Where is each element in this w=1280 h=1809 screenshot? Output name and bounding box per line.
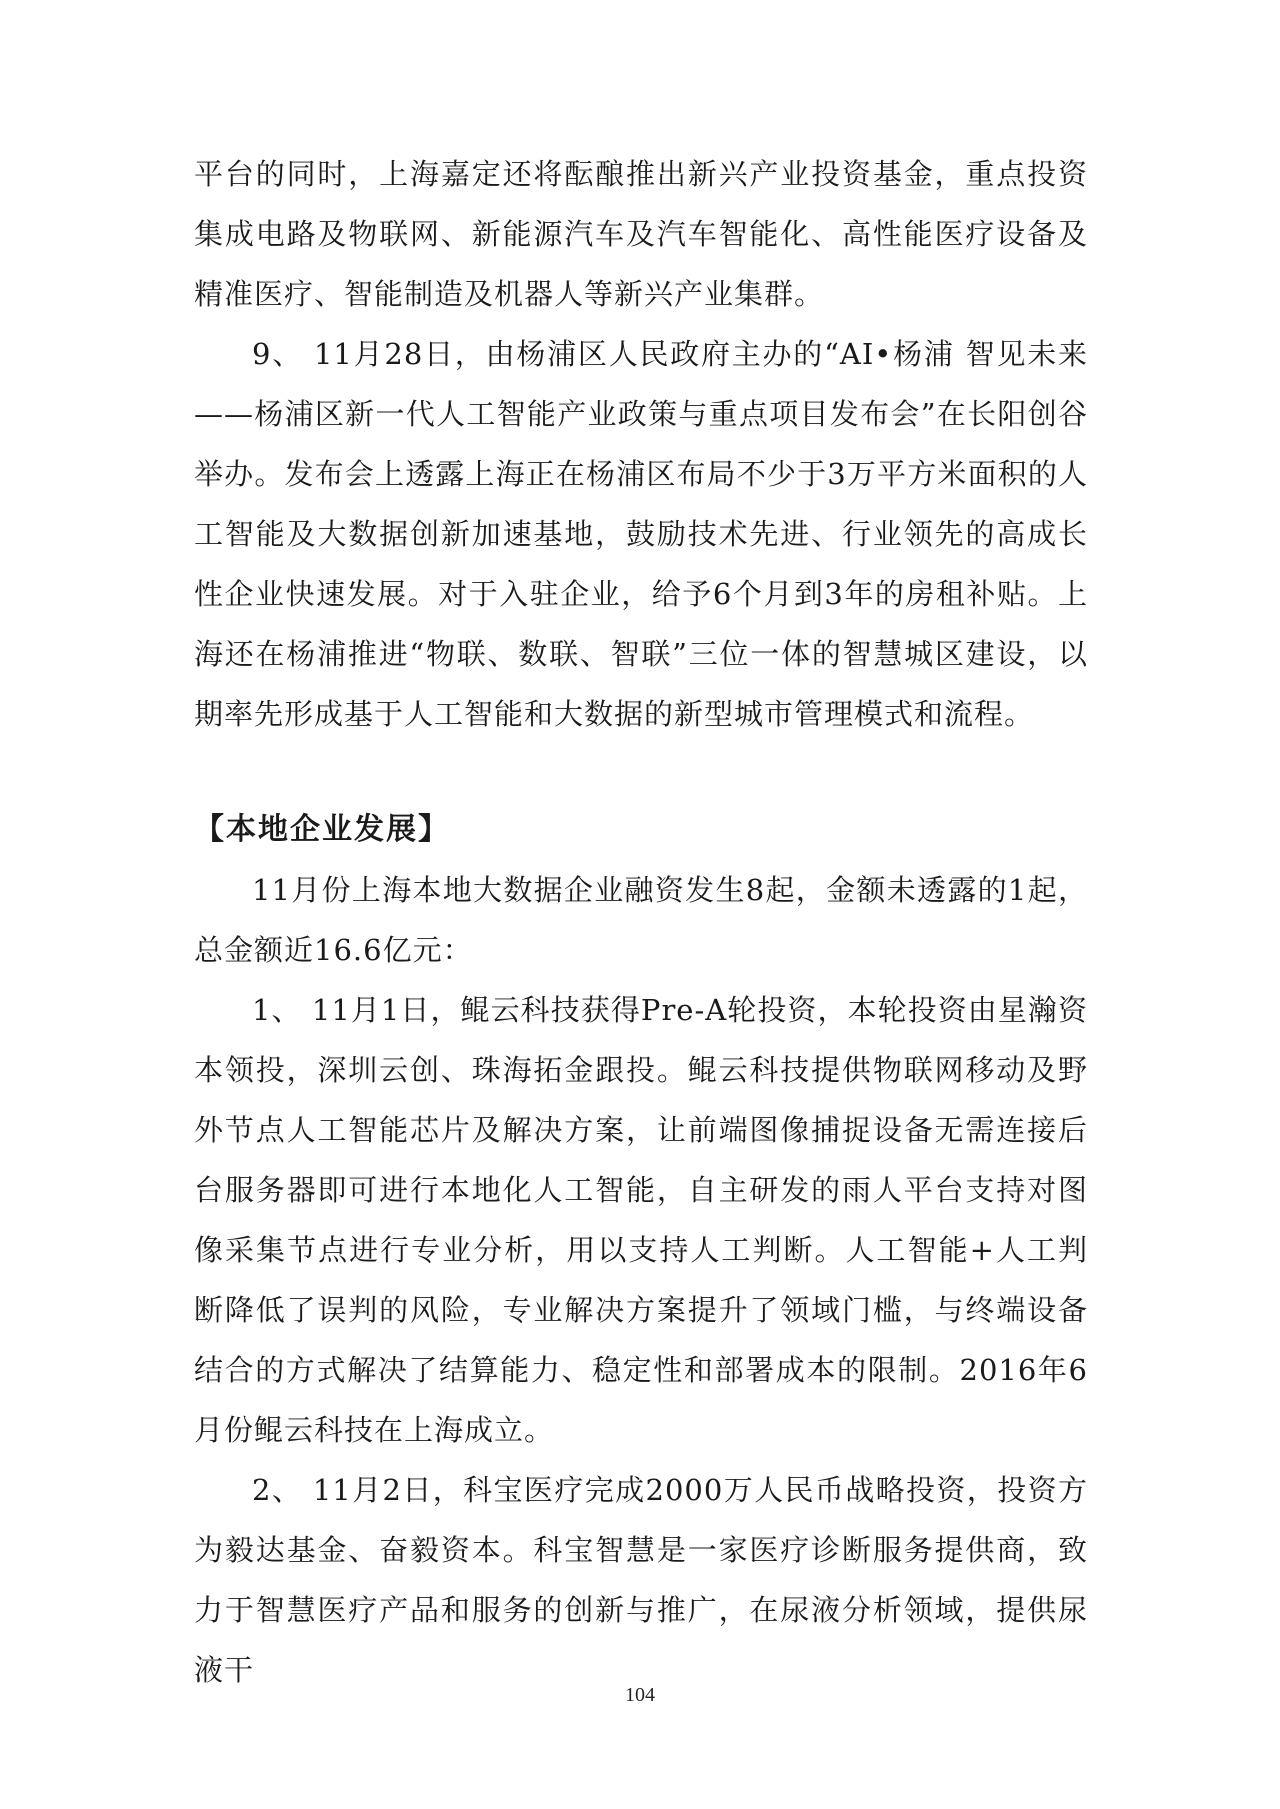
paragraph-item-1: 1、 11月1日，鲲云科技获得Pre-A轮投资，本轮投资由星瀚资本领投，深圳云创、珠海拓金跟投。鲲云科技提供物联网移动及野外节点人工智能芯片及解决方案，让前端图像捕捉设备无需连接后台服务器即可进行本地化人工智能，自主研发的雨人平台支持对图像采集节点进行专业分析，用以支持人工判断。人工智能+人工判断降低了误判的风险，专业解决方案提升了领域门槛，与终端设备结合的方式解决了结算能力、稳定性和部署成本的限制。2016年6月份鲲云科技在上海成立。 <box>194 993 1088 1447</box>
section-heading-local-enterprise: 【本地企业发展】 <box>194 812 450 847</box>
paragraph-summary: 11月份上海本地大数据企业融资发生8起，金额未透露的1起，总金额近16.6亿元： <box>194 873 1088 967</box>
paragraph-item-9: 9、 11月28日，由杨浦区人民政府主办的“AI•杨浦 智见未来——杨浦区新一代人工智能产业政策与重点项目发布会”在长阳创谷举办。发布会上透露上海正在杨浦区布局不少于3万平方米面积的人工智能及大数据创新加速基地，鼓励技术先进、行业领先的高成长性企业快速发展。对于入驻企业，给予6个月到3年的房租补贴。上海还在杨浦推进“物联、数联、智联”三位一体的智慧城区建设，以期率先形成基于人工智能和大数据的新型城市管理模式和流程。 <box>194 337 1088 731</box>
paragraph-continuation: 平台的同时，上海嘉定还将酝酿推出新兴产业投资基金，重点投资集成电路及物联网、新能源汽车及汽车智能化、高性能医疗设备及精准医疗、智能制造及机器人等新兴产业集群。 <box>194 157 1088 311</box>
paragraph-item-2: 2、 11月2日，科宝医疗完成2000万人民币战略投资，投资方为毅达基金、奋毅资本。科宝智慧是一家医疗诊断服务提供商，致力于智慧医疗产品和服务的创新与推广，在尿液分析领域，提供尿液干 <box>194 1473 1088 1687</box>
page-content <box>194 144 1088 1700</box>
page-number: 104 <box>625 1684 655 1706</box>
